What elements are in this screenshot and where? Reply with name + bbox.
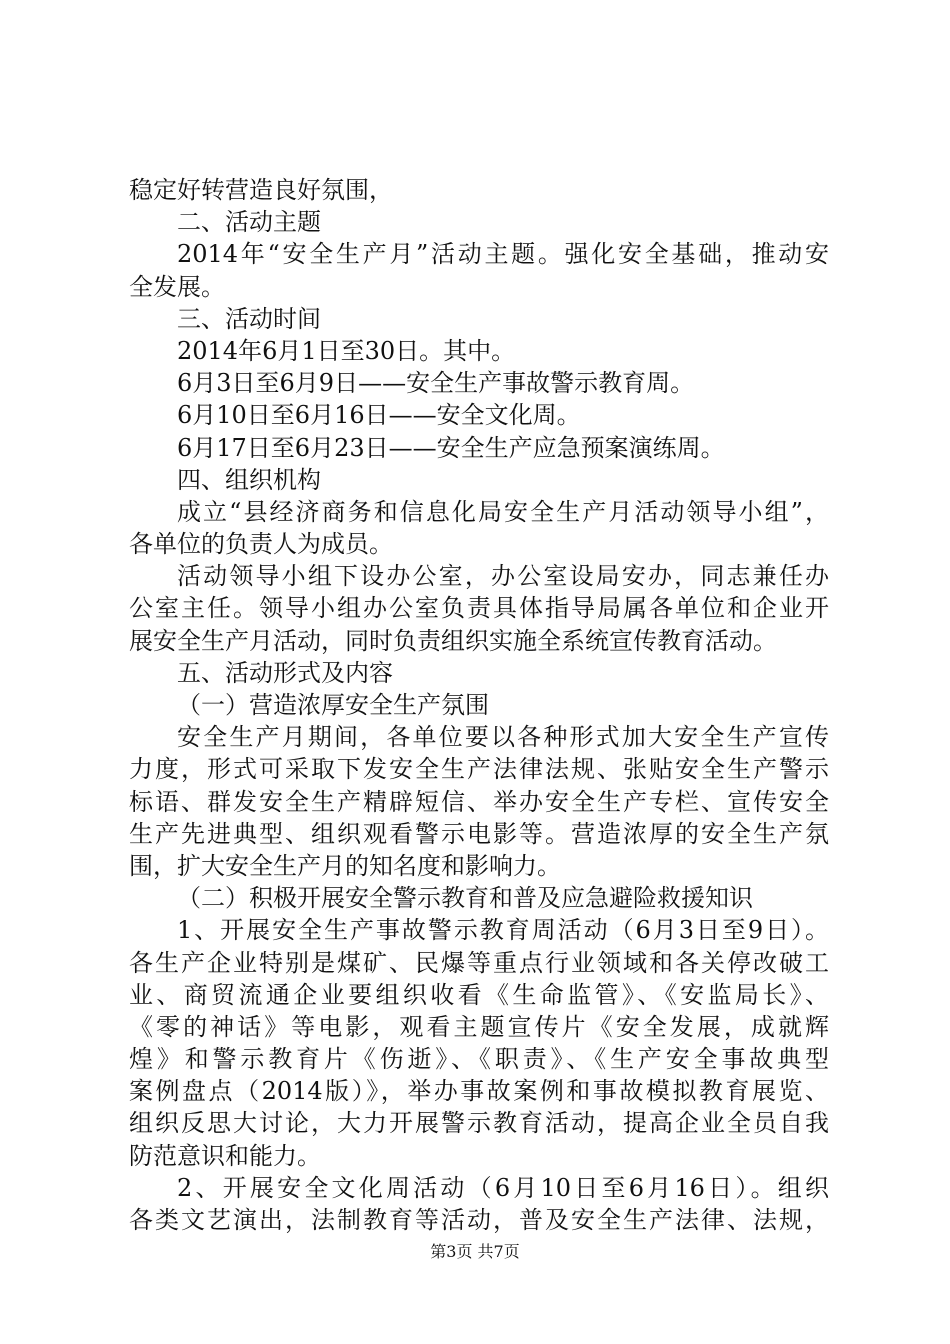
paragraph-line: 6月3日至6月9日——安全生产事故警示教育周。 (177, 369, 695, 398)
section-heading: 三、活动时间 (177, 304, 321, 333)
paragraph-line: 煌》和警示教育片《伤逝》、《职责》、《生产安全事故典型 (129, 1045, 829, 1074)
paragraph-line: 业、商贸流通企业要组织收看《生命监管》、《安监局长》、 (129, 980, 829, 1009)
subsection-heading: （二）积极开展安全警示教育和普及应急避险救援知识 (177, 884, 753, 913)
paragraph-line: 展安全生产月活动，同时负责组织实施全系统宣传教育活动。 (129, 626, 777, 655)
document-body (129, 174, 829, 1236)
paragraph-line: 2014年6月1日至30日。其中。 (177, 336, 516, 365)
paragraph-line: 各类文艺演出，法制教育等活动，普及安全生产法律、法规， (129, 1206, 829, 1234)
paragraph-line: 防范意识和能力。 (129, 1141, 321, 1170)
paragraph-line: 《零的神话》等电影，观看主题宣传片《安全发展，成就辉 (129, 1012, 829, 1041)
paragraph-line: 2014年“安全生产月”活动主题。强化安全基础，推动安 (177, 240, 829, 269)
paragraph-line: 各生产企业特别是煤矿、民爆等重点行业领域和各关停改破工 (129, 948, 829, 977)
paragraph-line: 组织反思大讨论，大力开展警示教育活动，提高企业全员自我 (129, 1109, 829, 1138)
paragraph-line: 围，扩大安全生产月的知名度和影响力。 (129, 851, 561, 880)
section-heading: 四、组织机构 (177, 465, 321, 494)
paragraph-line: 6月17日至6月23日——安全生产应急预案演练周。 (177, 433, 725, 462)
paragraph-line: 稳定好转营造良好氛围， (129, 176, 393, 204)
paragraph-line: 公室主任。领导小组办公室负责具体指导局属各单位和企业开 (129, 594, 829, 623)
paragraph-line: 2、开展安全文化周活动（6月10日至6月16日）。组织 (177, 1173, 829, 1202)
paragraph-line: 6月10日至6月16日——安全文化周。 (177, 401, 581, 430)
paragraph-line: 成立“县经济商务和信息化局安全生产月活动领导小组”， (177, 497, 829, 526)
paragraph-line: 安全生产月期间，各单位要以各种形式加大安全生产宣传 (177, 723, 829, 752)
section-heading: 二、活动主题 (177, 208, 321, 237)
subsection-heading: （一）营造浓厚安全生产氛围 (177, 691, 489, 719)
paragraph-line: 活动领导小组下设办公室，办公室设局安办，同志兼任办 (177, 562, 829, 591)
paragraph-line: 各单位的负责人为成员。 (129, 530, 393, 559)
paragraph-line: 全发展。 (129, 272, 225, 301)
page-footer: 第3页 共7页 (430, 1242, 520, 1261)
paragraph-line: 标语、群发安全生产精辟短信、举办安全生产专栏、宣传安全 (129, 787, 829, 816)
section-heading: 五、活动形式及内容 (177, 658, 393, 687)
paragraph-line: 1、开展安全生产事故警示教育周活动（6月3日至9日）。 (177, 916, 829, 945)
paragraph-line: 案例盘点（2014版）》，举办事故案例和事故模拟教育展览、 (129, 1077, 829, 1106)
paragraph-line: 力度，形式可采取下发安全生产法律法规、张贴安全生产警示 (129, 755, 829, 784)
paragraph-line: 生产先进典型、组织观看警示电影等。营造浓厚的安全生产氛 (129, 819, 829, 848)
